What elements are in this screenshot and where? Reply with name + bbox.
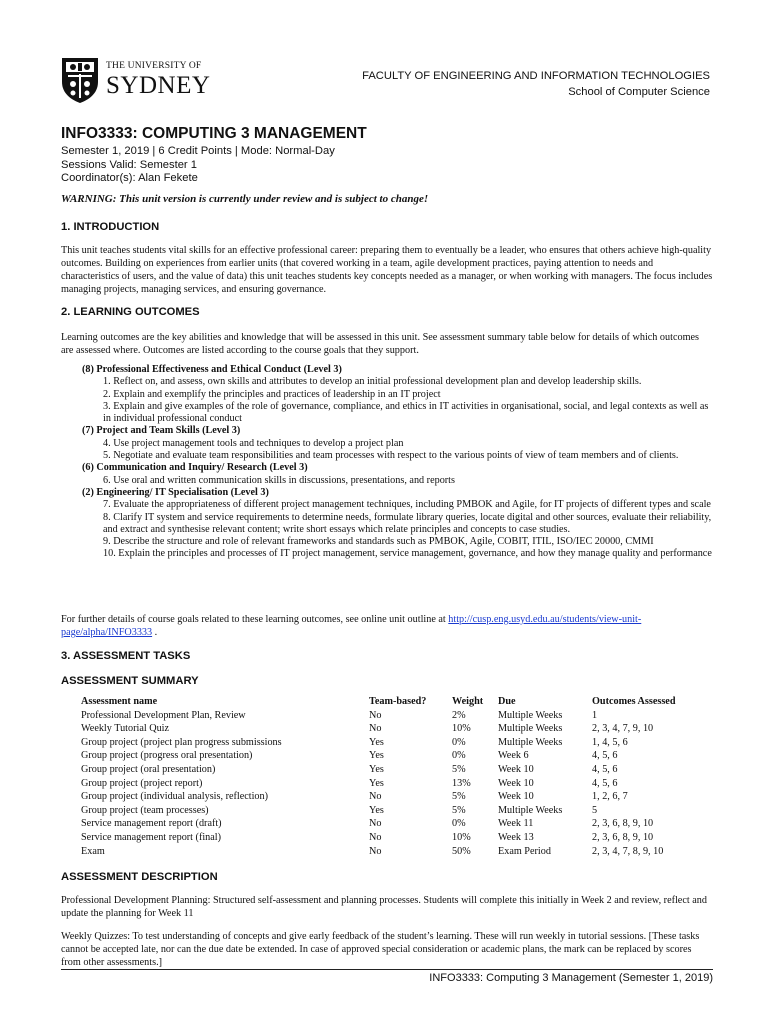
learning-outcome: 10. Explain the principles and processes of IT project management, service management, governance, and how they manage quality and performance: [103, 548, 712, 560]
table-cell: Yes: [369, 804, 384, 816]
assessment-description-text: Professional Development Planning: Structured self-assessment and planning processes. Students will complete this initially in Week 2 and review, reflect and update the planning for Week 11: [61, 895, 707, 919]
introduction-text: This unit teaches students vital skills for an effective professional career: preparing them to eventually be a leader, who ensures that others achieve high-quality outcomes. Building on experiences from earlier units (that covered working in a team, agile development practices, paying attention to needs and characteristics of users, and the value of data) this unit teaches students key concepts needed as a manager, or when working with managers. The focus includes managing projects, managing services, and ensuring governance.: [61, 245, 713, 295]
column-header: Assessment name: [81, 696, 158, 707]
table-cell: Multiple Weeks: [498, 736, 563, 748]
table-cell: 4, 5, 6: [592, 750, 618, 762]
table-cell: Yes: [369, 763, 384, 775]
learning-outcome: 9. Describe the structure and role of relevant frameworks and standards such as PMBOK, Agile, COBIT, ITIL, ISO/IEC 20000, CMMI: [103, 536, 654, 548]
table-cell: Exam Period: [498, 845, 551, 857]
learning-outcome: 3. Explain and give examples of the role of governance, compliance, and ethics in IT activities in organisational, social, and legal contexts as well as in individual professional conduct: [103, 400, 709, 425]
table-row: [79, 736, 704, 750]
table-cell: 5%: [452, 804, 466, 816]
table-cell: 2, 3, 4, 7, 8, 9, 10: [592, 845, 664, 857]
table-cell: Yes: [369, 736, 384, 748]
section-heading-introduction: 1. INTRODUCTION: [61, 221, 160, 233]
table-cell: No: [369, 709, 382, 721]
further-details-suffix: .: [152, 627, 158, 638]
learning-outcomes-list: [82, 364, 714, 561]
table-cell: 4, 5, 6: [592, 763, 618, 775]
table-cell: 4, 5, 6: [592, 777, 618, 789]
logo-bottom-text: SYDNEY: [106, 71, 211, 99]
table-cell: Group project (project plan progress submissions: [81, 736, 282, 748]
table-cell: 2%: [452, 709, 466, 721]
table-cell: 13%: [452, 777, 471, 789]
table-cell: Group project (individual analysis, reflection): [81, 791, 268, 803]
table-cell: 1, 4, 5, 6: [592, 736, 628, 748]
table-cell: Weekly Tutorial Quiz: [81, 723, 170, 735]
faculty-block: [362, 68, 710, 100]
table-row: [79, 790, 704, 804]
learning-outcome: 8. Clarify IT system and service requirements to determine needs, formulate library queries, locate digital and other sources, evaluate their reliability, and extract and synthesise relevant content; write short essays which relate principles and concepts to case studies.: [103, 511, 712, 535]
table-row: [79, 831, 704, 845]
unit-outline-link[interactable]: http://cusp.eng.usyd.edu.au/students/view-unit-page/alpha/INFO3333: [61, 614, 642, 638]
school-name: School of Computer Science: [568, 86, 710, 98]
table-cell: 2, 3, 4, 7, 9, 10: [592, 723, 654, 735]
table-cell: 50%: [452, 845, 471, 857]
page-footer: INFO3333: Computing 3 Management (Semester 1, 2019): [429, 972, 713, 984]
table-cell: 10%: [452, 831, 471, 843]
column-header: Team-based?: [369, 696, 427, 707]
table-cell: 0%: [452, 736, 466, 748]
further-details-text: [61, 613, 713, 639]
table-cell: Professional Development Plan, Review: [81, 709, 246, 721]
table-row: [79, 777, 704, 791]
table-cell: Multiple Weeks: [498, 804, 563, 816]
further-details-prefix: For further details of course goals related to these learning outcomes, see online unit outline at: [61, 614, 449, 625]
course-goal: (7) Project and Team Skills (Level 3): [82, 425, 241, 437]
table-cell: 2, 3, 6, 8, 9, 10: [592, 818, 654, 830]
table-cell: Service management report (draft): [81, 818, 222, 830]
section-heading-learning-outcomes: 2. LEARNING OUTCOMES: [61, 306, 200, 318]
table-cell: Week 10: [498, 777, 534, 789]
table-cell: Week 6: [498, 750, 529, 762]
table-row: [79, 763, 704, 777]
logo-top-text: THE UNIVERSITY OF: [106, 61, 202, 72]
table-cell: Service management report (final): [81, 831, 222, 843]
assessment-summary-table: [79, 695, 704, 858]
warning-text: WARNING: This unit version is currently under review and is subject to change!: [61, 193, 429, 205]
course-goal: (6) Communication and Inquiry/ Research (Level 3): [82, 462, 308, 474]
table-header-row: [79, 695, 704, 709]
table-cell: Group project (oral presentation): [81, 763, 216, 775]
learning-outcome: 4. Use project management tools and techniques to develop a project plan: [103, 437, 404, 449]
table-row: [79, 804, 704, 818]
table-cell: Group project (progress oral presentation): [81, 750, 253, 762]
learning-outcome: 2. Explain and exemplify the principles and practices of leadership in an IT project: [103, 388, 441, 400]
table-cell: 0%: [452, 750, 466, 762]
table-cell: Week 10: [498, 763, 534, 775]
unit-meta-line: Semester 1, 2019 | 6 Credit Points | Mode: Normal-Day: [61, 145, 335, 157]
table-cell: No: [369, 791, 382, 803]
table-cell: Week 11: [498, 818, 534, 830]
assessment-description-text: Weekly Quizzes: To test understanding of concepts and give early feedback of the student’s learning. These will run weekly in tutorial sessions. [These tasks cannot be accepted late, nor can the due date be extended. In case of approved special consideration or academic plans, the mark can be replaced by scores from other assessments.]: [61, 931, 700, 968]
unit-title: INFO3333: COMPUTING 3 MANAGEMENT: [61, 125, 367, 142]
table-cell: No: [369, 818, 382, 830]
learning-outcomes-intro: Learning outcomes are the key abilities and knowledge that will be assessed in this unit. See assessment summary table below for details of which outcomes are assessed where. Outcomes are listed according to the course goals that they support.: [61, 332, 699, 356]
table-cell: 1, 2, 6, 7: [592, 791, 628, 803]
learning-outcome: 5. Negotiate and evaluate team responsibilities and team processes with respect to the various points of view of team members and of clients.: [103, 450, 679, 462]
table-cell: Yes: [369, 777, 384, 789]
crest-icon: [60, 56, 100, 104]
table-cell: Multiple Weeks: [498, 709, 563, 721]
table-cell: Week 13: [498, 831, 534, 843]
table-cell: 5%: [452, 791, 466, 803]
table-row: [79, 749, 704, 763]
table-cell: Yes: [369, 750, 384, 762]
table-cell: 5: [592, 804, 598, 816]
table-row: [79, 845, 704, 859]
university-logo: [60, 56, 210, 104]
table-cell: 2, 3, 6, 8, 9, 10: [592, 831, 654, 843]
table-cell: 0%: [452, 818, 466, 830]
table-cell: Week 10: [498, 791, 534, 803]
learning-outcome: 7. Evaluate the appropriateness of different project management techniques, including PMBOK and Agile, for IT projects of different types and scale: [103, 499, 711, 511]
column-header: Due: [498, 696, 516, 707]
assessment-description-heading: ASSESSMENT DESCRIPTION: [61, 871, 218, 883]
table-cell: Group project (team processes): [81, 804, 209, 816]
column-header: Weight: [452, 696, 484, 707]
unit-meta-line: Sessions Valid: Semester 1: [61, 158, 197, 171]
faculty-name: FACULTY OF ENGINEERING AND INFORMATION TECHNOLOGIES: [362, 70, 710, 82]
column-header: Outcomes Assessed: [592, 696, 676, 707]
table-cell: 5%: [452, 763, 466, 775]
footer-divider: [61, 969, 713, 970]
table-row: [79, 722, 704, 736]
table-cell: Multiple Weeks: [498, 723, 563, 735]
course-goal: (2) Engineering/ IT Specialisation (Level 3): [82, 486, 269, 498]
learning-outcome: 6. Use oral and written communication skills in discussions, presentations, and reports: [103, 474, 455, 486]
learning-outcome: 1. Reflect on, and assess, own skills and attributes to develop an initial professional development plan and develop leadership skills.: [103, 376, 642, 388]
table-cell: No: [369, 723, 382, 735]
table-row: [79, 709, 704, 723]
assessment-summary-heading: ASSESSMENT SUMMARY: [61, 675, 199, 687]
table-cell: 1: [592, 709, 598, 721]
table-cell: No: [369, 845, 382, 857]
table-cell: Exam: [81, 845, 105, 857]
table-row: [79, 817, 704, 831]
table-cell: 10%: [452, 723, 471, 735]
unit-meta: [61, 145, 335, 186]
unit-meta-line: Coordinator(s): Alan Fekete: [61, 172, 198, 185]
table-cell: Group project (project report): [81, 777, 203, 789]
course-goal: (8) Professional Effectiveness and Ethical Conduct (Level 3): [82, 364, 342, 375]
section-heading-assessment-tasks: 3. ASSESSMENT TASKS: [61, 650, 191, 662]
table-cell: No: [369, 831, 382, 843]
